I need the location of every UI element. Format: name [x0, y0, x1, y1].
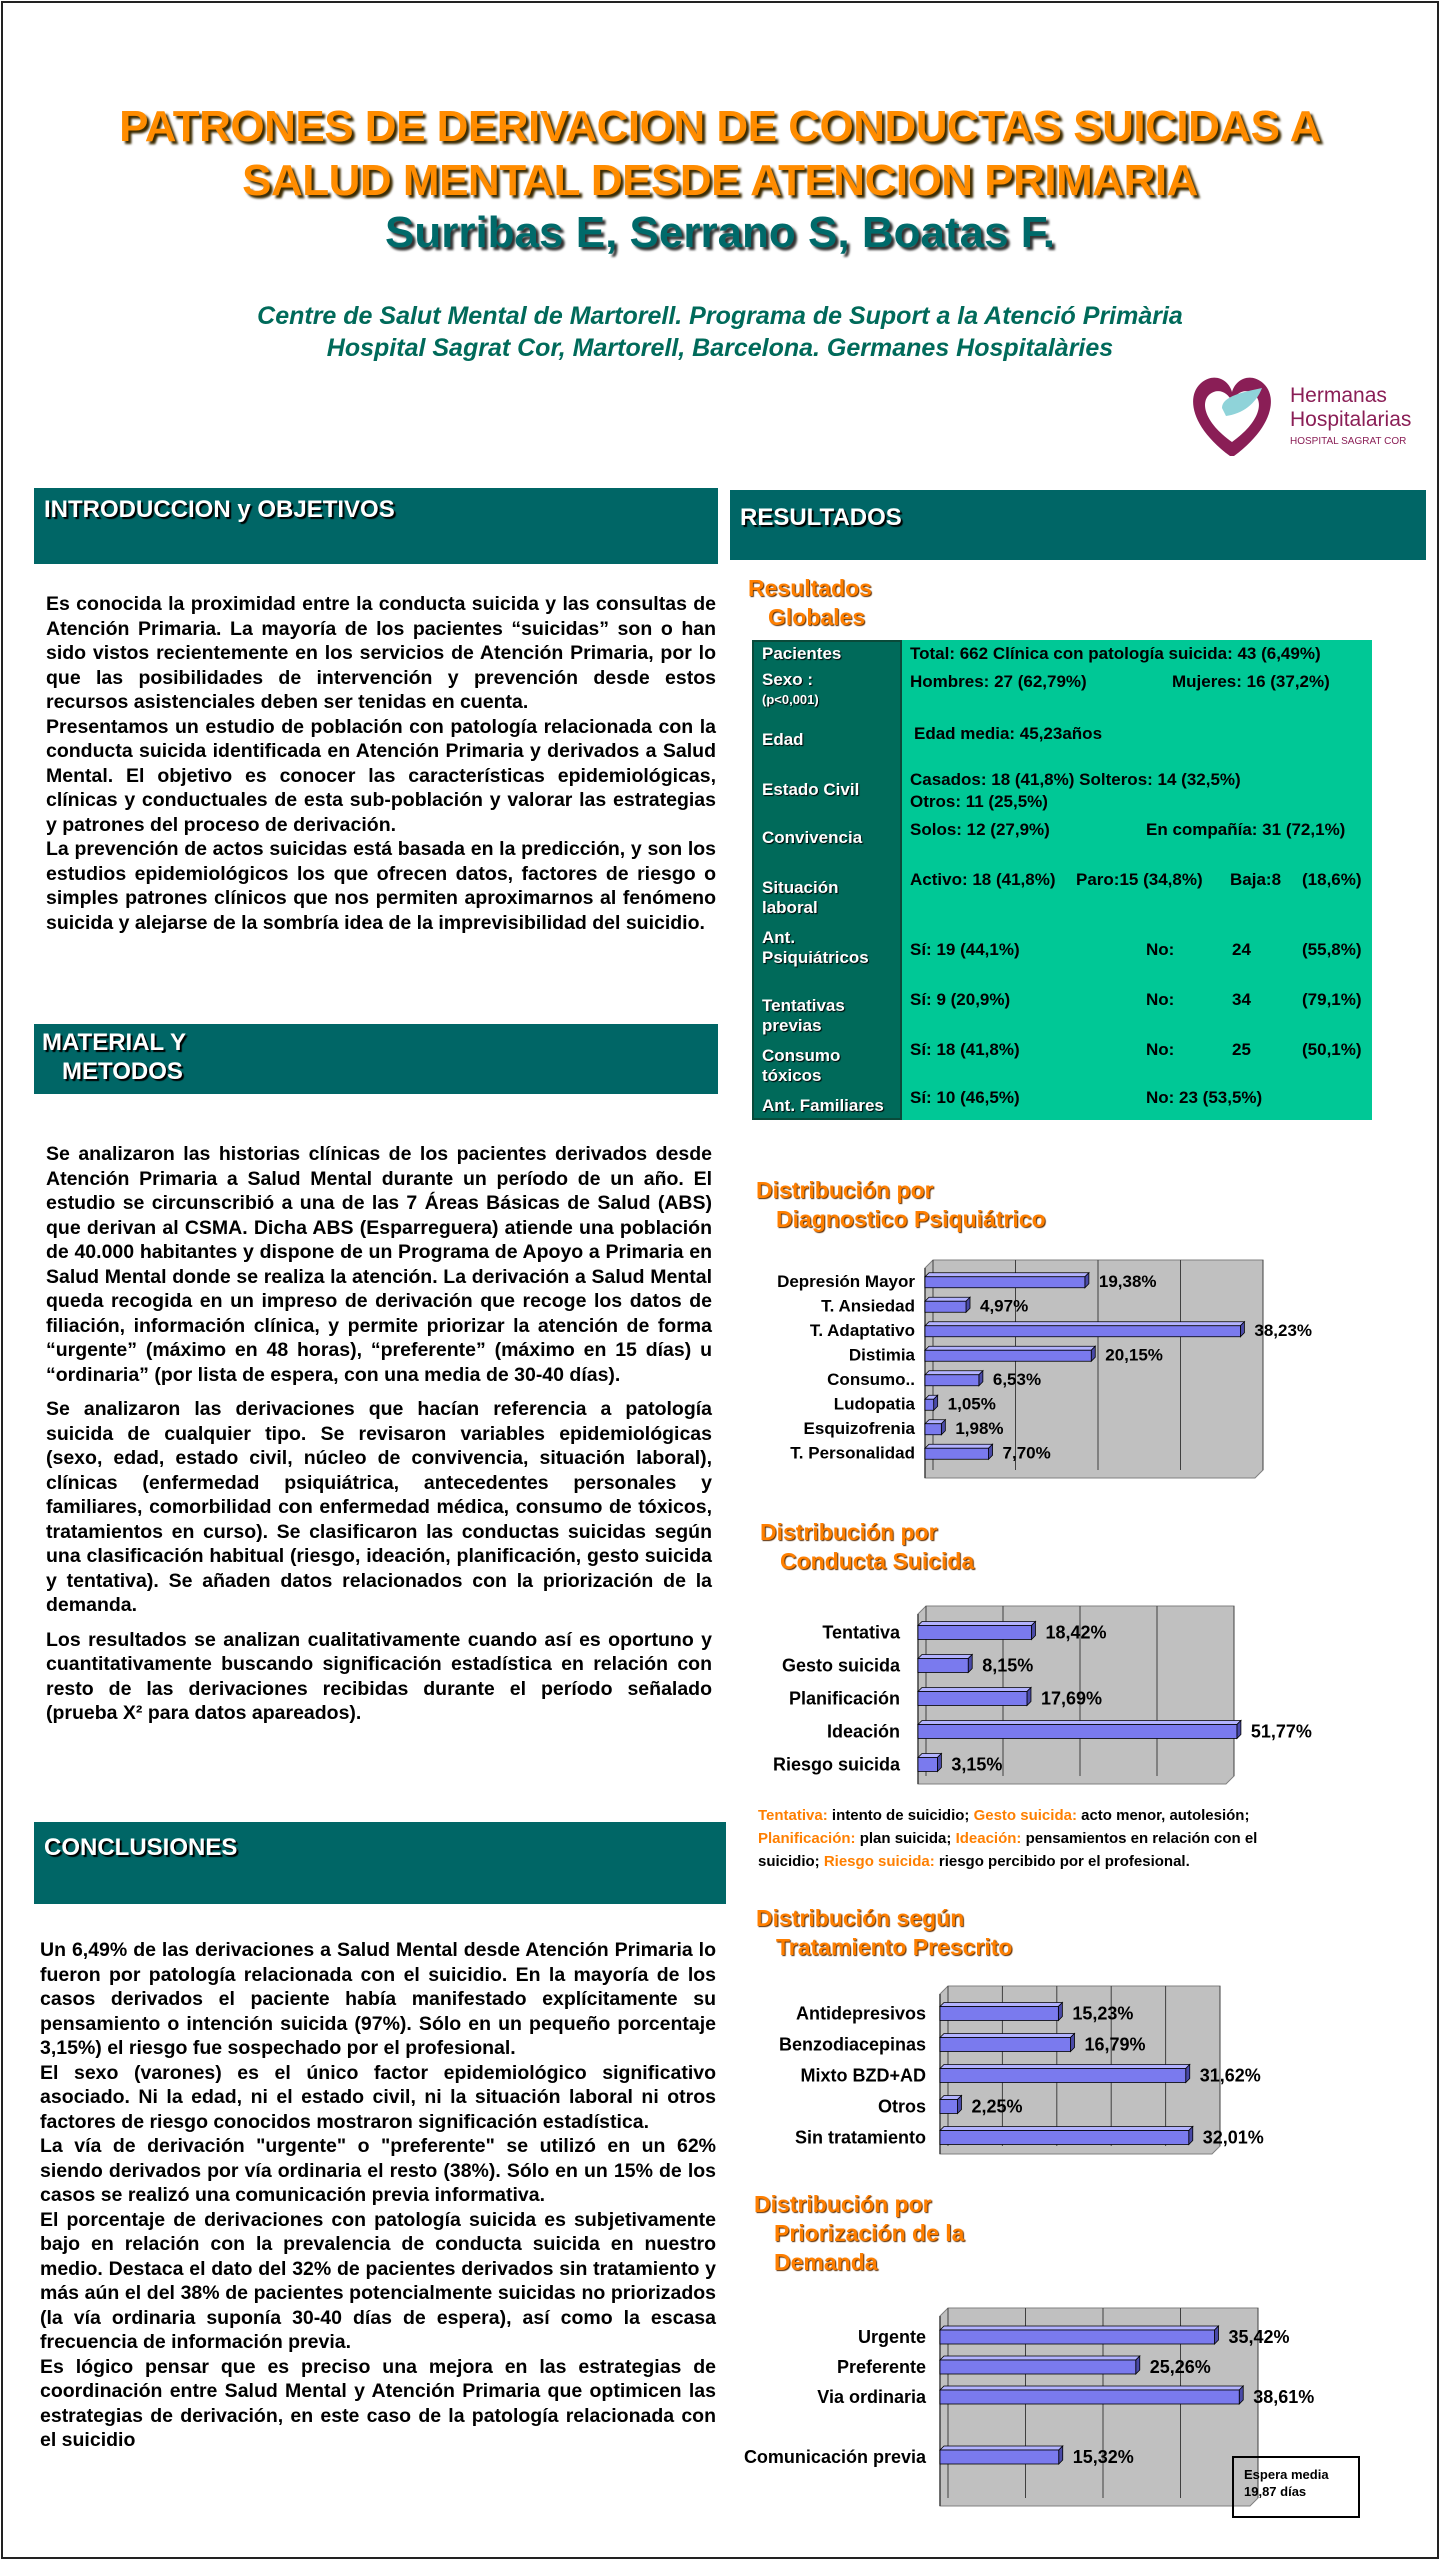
- bar: [925, 1424, 941, 1435]
- data-label: 15,23%: [1072, 2003, 1134, 2024]
- value-psiq-no: No:: [1146, 940, 1175, 959]
- label-sexo-p: (p<0,001): [762, 692, 819, 707]
- affiliation-line-2: Hospital Sagrat Cor, Martorell, Barcelona. Germanes Hospitalàries: [326, 334, 1114, 362]
- data-label: 38,23%: [1254, 1320, 1313, 1340]
- data-label: 16,79%: [1084, 2034, 1146, 2055]
- value-cons-no: No:: [1146, 1040, 1175, 1059]
- chart-title-diagnostico-line-1: Distribución por: [756, 1177, 934, 1203]
- methods-text: [46, 1142, 712, 1732]
- chart-title-priorizacion: [754, 2190, 964, 2277]
- label-ant: Ant.: [762, 928, 796, 947]
- label-situacion: Situación: [762, 878, 839, 897]
- legend-val-5: riesgo percibido por el profesional.: [934, 1853, 1190, 1870]
- methods-paragraph-3: Los resultados se analizan cualitativamente cuando así es oportuno y cuantitativamente buscando significación estadística en relación con resto de las derivaciones recibidas durante el período señalado (prueba X² para datos apareados).: [46, 1628, 712, 1724]
- category-label: Tentativa: [822, 1622, 900, 1643]
- value-psiq-pct: (55,8%): [1302, 940, 1362, 959]
- chart-title-priorizacion-line-2: Priorización de la: [774, 2220, 965, 2246]
- label-toxicos: tóxicos: [762, 1066, 822, 1085]
- bar: [918, 1659, 968, 1673]
- chart-title-conducta: [760, 1518, 974, 1576]
- category-label: Esquizofrenia: [803, 1418, 915, 1438]
- intro-paragraph-2: Presentamos un estudio de población con patología relacionada con la conducta suicida identificada en Atención Primaria y derivados a Salud Mental. El objetivo es conocer las características epidemiológicas, clínicas y conductuales de esta sub-población y valorar las estrategias y patrones del proceso de derivación.: [46, 715, 716, 836]
- label-psiquiatricos: Psiquiátricos: [762, 948, 869, 967]
- bar-top: [918, 1721, 1241, 1725]
- label-convivencia: Convivencia: [762, 828, 863, 847]
- category-label: Depresión Mayor: [777, 1271, 915, 1291]
- value-cons-si: Sí: 18 (41,8%): [910, 1040, 1020, 1059]
- value-activo: Activo: 18 (41,8%): [910, 870, 1056, 889]
- value-hombres: Hombres: 27 (62,79%): [910, 672, 1087, 691]
- bar-top: [940, 2356, 1140, 2360]
- category-label: T. Ansiedad: [821, 1296, 915, 1316]
- bar-top: [940, 2003, 1062, 2007]
- conclusions-paragraph-5: Es lógico pensar que es preciso una mejora en las estrategias de coordinación entre Salud Mental y Atención Primaria que optimicen las estrategias de derivación, en este caso de la patología relacionada con el suicidio: [40, 2355, 716, 2451]
- results-table: [752, 640, 1372, 1120]
- label-consumo: Consumo: [762, 1046, 841, 1065]
- bar-top: [940, 2386, 1243, 2390]
- bar: [925, 1326, 1240, 1337]
- legend-key-5: Riesgo suicida:: [823, 1853, 935, 1870]
- espera-media-box: [1232, 2456, 1360, 2518]
- data-label: 15,32%: [1072, 2447, 1134, 2467]
- category-label: Riesgo suicida: [772, 1754, 900, 1775]
- value-tent-si: Sí: 9 (20,9%): [910, 990, 1011, 1009]
- bar: [940, 2038, 1070, 2052]
- logo-text-3: HOSPITAL SAGRAT COR: [1290, 436, 1407, 447]
- bar: [925, 1350, 1091, 1361]
- conclusions-paragraph-1: Un 6,49% de las derivaciones a Salud Mental desde Atención Primaria lo fueron por patología relacionada con el suicidio. En la mayoría de los casos derivados el paciente había manifestado explícitamente su pensamiento o intención suicida (97%). Sólo en un pequeño porcentaje 3,15%) el riesgo fue sospechado por el profesional.: [40, 1939, 716, 2059]
- category-label: Gesto suicida: [781, 1655, 900, 1676]
- value-civil-2: Otros: 11 (25,5%): [910, 792, 1048, 811]
- data-label: 1,98%: [955, 1418, 1004, 1438]
- bar: [918, 1692, 1027, 1706]
- bar: [940, 2450, 1059, 2464]
- legend-key-2: Gesto suicida:: [973, 1807, 1077, 1824]
- bar-top: [940, 2326, 1219, 2330]
- data-label: 17,69%: [1040, 1688, 1103, 1709]
- logo-text-1: Hermanas: [1290, 384, 1387, 407]
- category-label: Sin tratamiento: [794, 2127, 926, 2148]
- conclusions-paragraph-2: El sexo (varones) es el único factor epidemiológico significativo asociado. Ni la edad, ni el estado civil, ni la situación laboral ni otros factores de riesgo conocidos mostraron significación estadística.: [40, 2061, 716, 2133]
- chart-diagnostico: [740, 1250, 1390, 1480]
- affiliation-line-1: Centre de Salut Mental de Martorell. Programa de Suport a la Atenció Primària: [257, 302, 1183, 330]
- bar-top: [918, 1622, 1035, 1626]
- value-edad: Edad media: 45,23años: [914, 724, 1103, 743]
- hospital-logo: [1182, 368, 1422, 464]
- label-laboral: laboral: [762, 898, 818, 917]
- label-ant-familiares: Ant. Familiares: [762, 1096, 884, 1115]
- category-label: Comunicación previa: [743, 2447, 926, 2467]
- chart-tratamiento: [740, 1982, 1390, 2162]
- label-estado-civil: Estado Civil: [762, 780, 860, 799]
- bar: [918, 1758, 937, 1772]
- legend-val-4: pensamientos en relación con el suicidio;: [758, 1830, 1258, 1870]
- category-label: Consumo..: [827, 1369, 915, 1389]
- bar-top: [918, 1655, 972, 1659]
- data-label: 1,05%: [947, 1394, 996, 1414]
- category-label: Ideación: [826, 1721, 900, 1742]
- bar: [940, 2360, 1136, 2374]
- intro-paragraph-3: La prevención de actos suicidas está basada en la predicción, y son los estudios epidemiológicos los que ofrecen datos, factores de riesgo o simples patrones clínicos que nos permiten aproximarnos al fenómeno suicida y alejarse de la sombría idea de la imprevisibilidad del suicidio.: [46, 838, 716, 934]
- value-paro: Paro:15 (34,8%): [1076, 870, 1203, 889]
- chart-conducta: [740, 1598, 1390, 1788]
- results-header: RESULTADOS: [730, 490, 1426, 560]
- methods-header-line-1: MATERIAL Y: [42, 1029, 187, 1056]
- value-cons-n: 25: [1232, 1040, 1251, 1059]
- chart-title-tratamiento: [756, 1904, 1012, 1962]
- bar: [940, 2131, 1189, 2145]
- legend-key-1: Tentativa:: [758, 1807, 828, 1824]
- chart-title-conducta-line-2: Conducta Suicida: [780, 1548, 975, 1574]
- results-table-labels: [752, 640, 902, 1120]
- results-globales-line-1: Resultados: [748, 575, 872, 601]
- authors: Surribas E, Serrano S, Boatas F.: [384, 208, 1055, 257]
- conclusions-paragraph-3: La vía de derivación "urgente" o "preferente" se utilizó en un 62% siendo derivados por vía ordinaria el resto (38%). Sólo en un 15% de los casos se realizó una comunicación previa informativa.: [40, 2135, 716, 2206]
- data-label: 19,38%: [1098, 1271, 1157, 1291]
- chart-title-priorizacion-line-3: Demanda: [774, 2249, 878, 2275]
- espera-line-2: 19,87 días: [1244, 2484, 1307, 2499]
- data-label: 4,97%: [980, 1296, 1029, 1316]
- value-baja: Baja:8: [1230, 870, 1282, 889]
- intro-paragraph-1: Es conocida la proximidad entre la conducta suicida y las consultas de Atención Primaria. La mayoría de los pacientes “suicidas” son o han sido vistos recientemente en los servicios de Atención Primaria, por lo que las posibilidades de intervención y prevención desde estos recursos asistenciales deben ser tenidas en cuenta.: [46, 593, 716, 713]
- legend-val-3: plan suicida;: [855, 1830, 956, 1847]
- conclusions-text: [40, 1938, 716, 2459]
- value-pacientes: Total: 662 Clínica con patología suicida: 43 (6,49%): [910, 644, 1321, 663]
- title-line-1: PATRONES DE DERIVACION DE CONDUCTAS SUICIDAS A: [119, 102, 1321, 151]
- value-cons-pct: (50,1%): [1302, 1040, 1362, 1059]
- data-label: 8,15%: [982, 1655, 1034, 1676]
- data-label: 35,42%: [1228, 2327, 1290, 2347]
- label-sexo: Sexo :: [762, 670, 814, 689]
- bar: [940, 2100, 957, 2114]
- bar-top: [925, 1322, 1244, 1326]
- data-label: 32,01%: [1202, 2127, 1264, 2148]
- value-civil-1: Casados: 18 (41,8%) Solteros: 14 (32,5%): [910, 770, 1241, 789]
- methods-paragraph-2: Se analizaron las derivaciones que hacían referencia a patología suicida de cualquier tipo. Se revisaron variables epidemiológicas (sexo, edad, estado civil, núcleo de convivencia, situación laboral), clínicas (enfermedad psiquiátrica, antecedentes personales y familiares, comorbilidad con enfermedad médica, consumo de tóxicos, tratamientos en curso). Se clasificaron las conductas suicidas según una clasificación habitual (riesgo, ideación, planificación, gesto suicida y tentativa). Se añaden datos relacionados con la priorización de la demanda.: [46, 1398, 712, 1616]
- category-label: Otros: [877, 2096, 926, 2117]
- bar: [925, 1399, 934, 1410]
- results-globales-line-2: Globales: [768, 604, 866, 630]
- label-pacientes: Pacientes: [762, 644, 842, 663]
- bar: [940, 2007, 1058, 2021]
- data-label: 2,25%: [971, 2096, 1023, 2117]
- logo-emblem-icon: [1182, 368, 1282, 464]
- bar-top: [925, 1273, 1089, 1277]
- bar: [940, 2390, 1239, 2404]
- intro-text: [46, 592, 716, 941]
- methods-header-line-2: METODOS: [62, 1058, 183, 1085]
- chart-title-tratamiento-line-1: Distribución según: [756, 1905, 965, 1931]
- value-mujeres: Mujeres: 16 (37,2%): [1172, 672, 1330, 691]
- bar: [940, 2069, 1186, 2083]
- category-label: Mixto BZD+AD: [800, 2065, 926, 2086]
- bar: [918, 1725, 1237, 1739]
- bar-top: [925, 1297, 970, 1301]
- poster-title: [0, 100, 1440, 208]
- value-compania: En compañía: 31 (72,1%): [1146, 820, 1346, 839]
- chart-title-tratamiento-line-2: Tratamiento Prescrito: [776, 1934, 1013, 1960]
- chart-title-priorizacion-line-1: Distribución por: [754, 2191, 932, 2217]
- espera-line-1: Espera media: [1244, 2467, 1329, 2482]
- category-label: T. Personalidad: [790, 1443, 915, 1463]
- legend-key-4: Ideación:: [955, 1830, 1022, 1847]
- data-label: 6,53%: [992, 1369, 1042, 1389]
- conclusions-paragraph-4: El porcentaje de derivaciones con patología suicida es subjetivamente bajo en relación con la prevalencia de conducta suicida en nuestro medio. Destaca el dato del 32% de pacientes derivados sin tratamiento y más aún el del 38% de pacientes potencialmente suicidas no priorizados (la vía ordinaria suponía 30-40 días de espera), así como la escasa frecuencia de información previa.: [40, 2208, 716, 2353]
- affiliation: [0, 300, 1440, 364]
- chart-title-diagnostico: [756, 1176, 1046, 1234]
- methods-paragraph-1: Se analizaron las historias clínicas de los pacientes derivados desde Atención Primaria a Salud Mental durante un período de un año. El estudio se circunscribió a una de las 7 Áreas Básicas de Salud (ABS) que derivan al CSMA. Dicha ABS (Esparreguera) atiende una población de 40.000 habitantes y dispone de un Programa de Apoyo a Primaria en Salud Mental donde se realiza la atención. La derivación a Salud Mental queda recogida en un impreso de derivación que recoge los datos de filiación, información clínica, y permite priorizar la atención de forma “urgente” (máximo en 48 horas), “preferente” (máximo en 15 días) u “ordinaria” (por lista de espera, con una media de 30-40 días).: [46, 1143, 712, 1386]
- bar-top: [940, 2127, 1193, 2131]
- data-label: 18,42%: [1045, 1622, 1107, 1643]
- value-psiq-si: Sí: 19 (44,1%): [910, 940, 1020, 959]
- methods-header: [34, 1024, 718, 1094]
- data-label: 31,62%: [1199, 2065, 1261, 2086]
- value-baja-pct: (18,6%): [1302, 870, 1362, 889]
- value-tent-n: 34: [1232, 990, 1251, 1009]
- legend-val-1: intento de suicidio;: [827, 1807, 974, 1824]
- value-fam-no: No: 23 (53,5%): [1146, 1088, 1263, 1107]
- bar-top: [918, 1688, 1031, 1692]
- value-solos: Solos: 12 (27,9%): [910, 820, 1050, 839]
- category-label: Planificación: [788, 1688, 900, 1709]
- bar: [925, 1301, 966, 1312]
- logo-text-2: Hospitalarias: [1290, 408, 1412, 431]
- data-label: 20,15%: [1105, 1345, 1163, 1365]
- bar: [918, 1626, 1031, 1640]
- bar: [925, 1277, 1085, 1288]
- bar: [925, 1448, 989, 1459]
- category-label: Via ordinaria: [817, 2387, 926, 2407]
- bar-top: [940, 2065, 1190, 2069]
- data-label: 7,70%: [1002, 1443, 1051, 1463]
- legend-val-2: acto menor, autolesión;: [1076, 1807, 1250, 1824]
- bar-top: [940, 2446, 1063, 2450]
- value-fam-si: Sí: 10 (46,5%): [910, 1088, 1020, 1107]
- title-line-2: SALUD MENTAL DESDE ATENCION PRIMARIA: [242, 156, 1198, 205]
- category-label: Distimia: [848, 1345, 915, 1365]
- category-label: Antidepresivos: [795, 2003, 926, 2024]
- bar-top: [925, 1444, 993, 1448]
- bar-top: [925, 1371, 983, 1375]
- category-label: Benzodiacepinas: [778, 2034, 926, 2055]
- bar-top: [940, 2034, 1074, 2038]
- value-tent-no: No:: [1146, 990, 1175, 1009]
- legend-key-3: Planificación:: [758, 1830, 856, 1847]
- conducta-legend: [758, 1804, 1318, 1873]
- results-globales-title: [748, 574, 872, 632]
- category-label: Ludopatia: [833, 1394, 915, 1414]
- category-label: Preferente: [836, 2357, 926, 2377]
- chart-title-conducta-line-1: Distribución por: [760, 1519, 938, 1545]
- category-label: T. Adaptativo: [809, 1320, 915, 1340]
- intro-header: INTRODUCCION y OBJETIVOS: [34, 488, 718, 564]
- bar: [940, 2330, 1215, 2344]
- bar: [925, 1375, 979, 1386]
- label-tentativas: Tentativas: [762, 996, 845, 1015]
- category-label: Urgente: [857, 2327, 926, 2347]
- value-tent-pct: (79,1%): [1302, 990, 1362, 1009]
- data-label: 38,61%: [1253, 2387, 1315, 2407]
- label-edad: Edad: [762, 730, 804, 749]
- conclusions-header: CONCLUSIONES: [34, 1822, 726, 1904]
- chart-title-diagnostico-line-2: Diagnostico Psiquiátrico: [776, 1206, 1046, 1232]
- data-label: 25,26%: [1149, 2357, 1211, 2377]
- data-label: 51,77%: [1250, 1721, 1312, 1742]
- bar-top: [925, 1346, 1095, 1350]
- data-label: 3,15%: [951, 1754, 1003, 1775]
- label-previas: previas: [762, 1016, 822, 1035]
- value-psiq-n: 24: [1232, 940, 1251, 959]
